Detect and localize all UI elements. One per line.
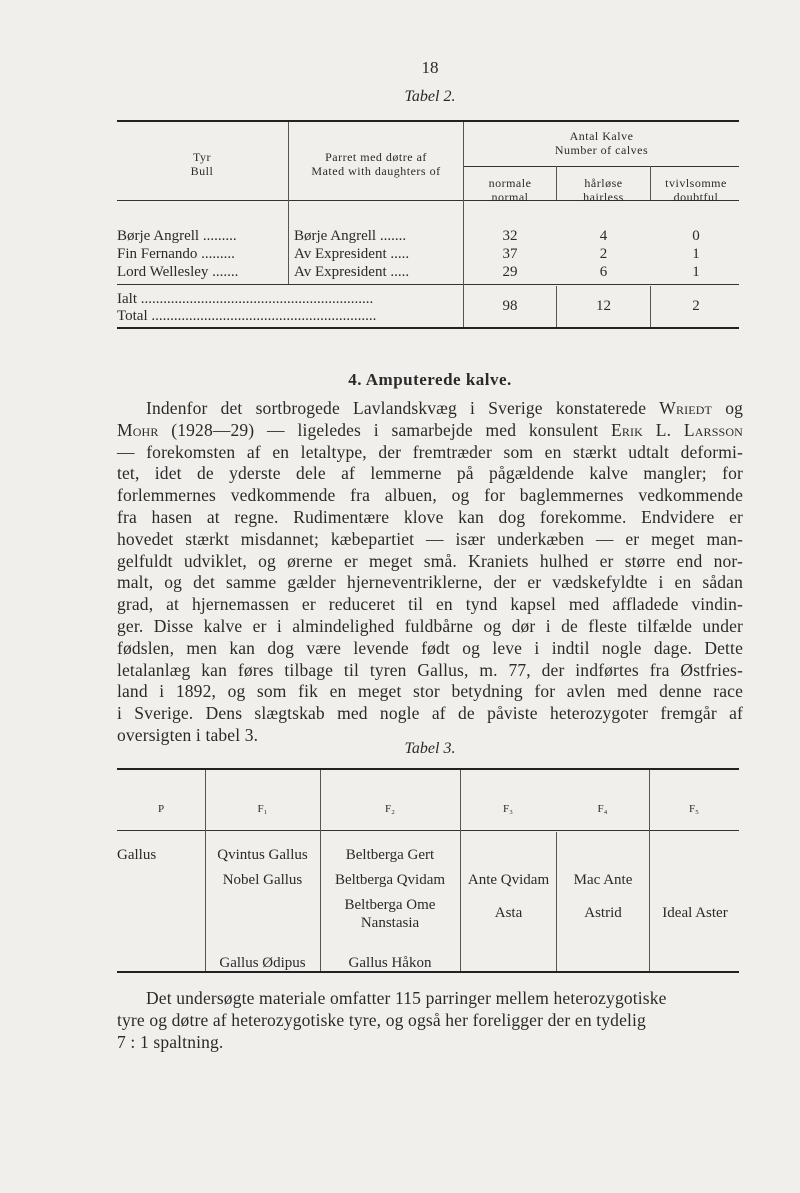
header-antal-da: Antal Kalve <box>569 129 634 143</box>
t3-f5-ideal: Ideal Aster <box>662 905 728 921</box>
table3-header-rule <box>117 830 739 831</box>
paragraph-1-line <box>117 638 743 660</box>
header-harlose-da: hårløse <box>584 176 623 190</box>
row-parret: Børje Angrell ....... <box>294 228 407 244</box>
paragraph-2-line: Det undersøgte materiale omfatter 115 parringer mellem heterozygotiske <box>146 988 667 1008</box>
paragraph-1-line <box>117 681 743 703</box>
paragraph-1-line <box>117 572 743 594</box>
row-hairless: 2 <box>599 246 608 262</box>
total-doubtful: 2 <box>692 298 700 314</box>
t3-f4-astrid: Astrid <box>584 905 622 921</box>
t3-f1-qvintus: Qvintus Gallus <box>217 847 308 863</box>
text-run: grad, at hjernemassen er reduceret til en tynd kapsel med affladede vindin- <box>117 594 743 615</box>
row-parret: Av Expresident ..... <box>294 264 410 280</box>
header-tvivl <box>651 176 741 204</box>
table2-subheader-rule <box>464 166 739 167</box>
t3-header-f4: F₄ <box>597 803 608 815</box>
t3-f3-ante: Ante Qvidam <box>467 872 550 888</box>
text-run: malt, og det samme gælder hjerneventriklerne, der er vædskefyldte i en sådan <box>117 572 743 593</box>
row-doubtful: 1 <box>692 246 700 262</box>
t3-header-p: P <box>157 803 165 815</box>
row-parret: Av Expresident ..... <box>294 246 410 262</box>
row-tyr: Fin Fernando ......... <box>117 246 235 262</box>
text-run: oversigten i tabel 3. <box>117 724 259 745</box>
paragraph-2-line: tyre og døtre af heterozygotiske tyre, og også her foreligger der en tydelig <box>117 1009 646 1030</box>
header-parret-da: Parret med døtre af <box>325 150 427 164</box>
row-normal: 37 <box>502 246 518 262</box>
text-run: forlemmernes vedkommende fra albuen, og for baglemmernes vedkommende <box>117 485 743 506</box>
text-run: i Sverige. Dens slægtskab med nogle af de påviste heterozygoter fremgår af <box>117 703 743 724</box>
t3-f2-ome: Beltberga Ome <box>344 897 436 913</box>
t3-p-gallus: Gallus <box>117 847 157 863</box>
paragraph-1-line <box>117 463 743 485</box>
table3-top-rule <box>117 768 739 770</box>
text-run: hovedet stærkt misdannet; kæbepartiet — især underkæben — er meget man- <box>117 528 743 549</box>
total-label-da: Ialt .............................................................. <box>117 291 374 307</box>
paragraph-2-line: 7 : 1 spaltning. <box>117 1031 224 1052</box>
total-hairless: 12 <box>596 298 611 314</box>
paragraph-2 <box>117 988 743 1053</box>
text-run: tet, idet de yderste dele af lemmerne på pågældende kalve mangler; for <box>117 463 743 484</box>
header-normale <box>464 176 556 204</box>
paragraph-1-line <box>117 442 743 464</box>
header-parret <box>290 150 462 178</box>
row-hairless: 4 <box>599 228 608 244</box>
row-normal: 32 <box>502 228 518 244</box>
header-harlose-en: hairless <box>583 190 624 204</box>
total-label-en: Total ............................................................ <box>117 308 377 324</box>
table2-divider-1 <box>288 122 289 284</box>
text-run: letalanlæg kan føres tilbage til tyren Gallus, m. 77, der indførtes fra Østfries- <box>117 659 743 680</box>
author-name: Larsson <box>683 419 743 440</box>
t3-f4-macante: Mac Ante <box>573 872 633 888</box>
table2-bottom-rule <box>117 327 739 329</box>
header-tyr-da: Tyr <box>193 150 211 164</box>
paragraph-1-line <box>117 594 743 616</box>
text-run: ger. Disse kalve er i almindelighed fuldbårne og dør i de fleste tilfælde under <box>117 615 743 636</box>
text-run: gelfuldt udviklet, og ørerne er meget små. Kraniets hulhed er større end nor- <box>117 550 743 571</box>
header-normale-da: normale <box>488 176 532 190</box>
t3-f3-asta: Asta <box>494 905 523 921</box>
t3-f2-qvidam: Beltberga Qvidam <box>334 872 446 888</box>
text-run: land i 1892, og som fik en meget stor betydning for avlen med denne race <box>117 681 743 702</box>
total-normal: 98 <box>502 298 518 314</box>
header-tvivl-da: tvivlsomme <box>665 176 727 190</box>
row-tyr: Lord Wellesley ....... <box>117 264 239 280</box>
page-number: 18 <box>421 58 439 77</box>
header-tvivl-en: doubtful <box>673 190 719 204</box>
t3-header-f5: F₅ <box>689 803 699 815</box>
paragraph-1-line <box>117 420 743 442</box>
author-name: Wriedt <box>659 398 713 418</box>
text-run: L. <box>643 419 684 440</box>
table3-divider-5 <box>649 770 650 971</box>
table2-total-rule <box>117 284 739 285</box>
paragraph-1-line <box>117 551 743 573</box>
row-doubtful: 0 <box>692 228 700 244</box>
header-tyr-en: Bull <box>190 164 214 178</box>
text-run: fødslen, men kan dog være levende født og leve i indtil nogle dage. Dette <box>117 637 743 658</box>
row-tyr: Børje Angrell ......... <box>117 228 237 244</box>
text-run: — forekomsten af en letaltype, der fremtræder som en stærkt udtalt deformi- <box>117 441 743 462</box>
header-antal-en: Number of calves <box>554 143 649 157</box>
section-heading: 4. Amputerede kalve. <box>348 370 512 389</box>
t3-header-f1: F₁ <box>257 803 268 815</box>
text-run: fra hasen at regne. Rudimentære klove kan dog forekomme. Endvidere er <box>117 506 743 527</box>
paragraph-1 <box>117 398 743 747</box>
paragraph-1-line <box>117 398 743 420</box>
table3-divider-1 <box>205 770 206 971</box>
header-harlose <box>557 176 650 204</box>
t3-header-f3: F₃ <box>503 803 513 815</box>
table3-caption: Tabel 3. <box>404 740 456 757</box>
paragraph-1-line <box>117 507 743 529</box>
author-name: Erik <box>611 419 643 440</box>
t3-f1-odipus: Gallus Ødipus <box>219 955 306 971</box>
author-name: Mohr <box>117 419 159 440</box>
t3-header-f2: F₂ <box>385 803 395 815</box>
paragraph-1-line <box>117 616 743 638</box>
text-run: (1928—29) — ligeledes i samarbejde med konsulent <box>158 419 612 440</box>
t3-f2-gert: Beltberga Gert <box>345 847 435 863</box>
text-run: Indenfor det sortbrogede Lavlandskvæg i Sverige konstaterede <box>146 398 660 418</box>
header-parret-en: Mated with daughters of <box>311 164 441 178</box>
table3-divider-2 <box>320 770 321 971</box>
paragraph-1-line <box>117 703 743 725</box>
row-normal: 29 <box>502 264 518 280</box>
table3-divider-4 <box>556 832 557 971</box>
text-run: og <box>712 398 743 418</box>
t3-f1-nobel: Nobel Gallus <box>222 872 303 888</box>
row-doubtful: 1 <box>692 264 700 280</box>
header-normale-en: normal <box>491 190 529 204</box>
t3-f2-hakon: Gallus Håkon <box>348 955 432 971</box>
table2-caption: Tabel 2. <box>404 88 456 105</box>
t3-f2-nanstasia: Nanstasia <box>360 915 420 931</box>
row-hairless: 6 <box>599 264 608 280</box>
table2-top-rule <box>117 120 739 122</box>
paragraph-1-line <box>117 660 743 682</box>
header-tyr <box>117 150 287 178</box>
header-antal <box>464 129 739 157</box>
paragraph-1-line <box>117 529 743 551</box>
paragraph-1-line <box>117 485 743 507</box>
